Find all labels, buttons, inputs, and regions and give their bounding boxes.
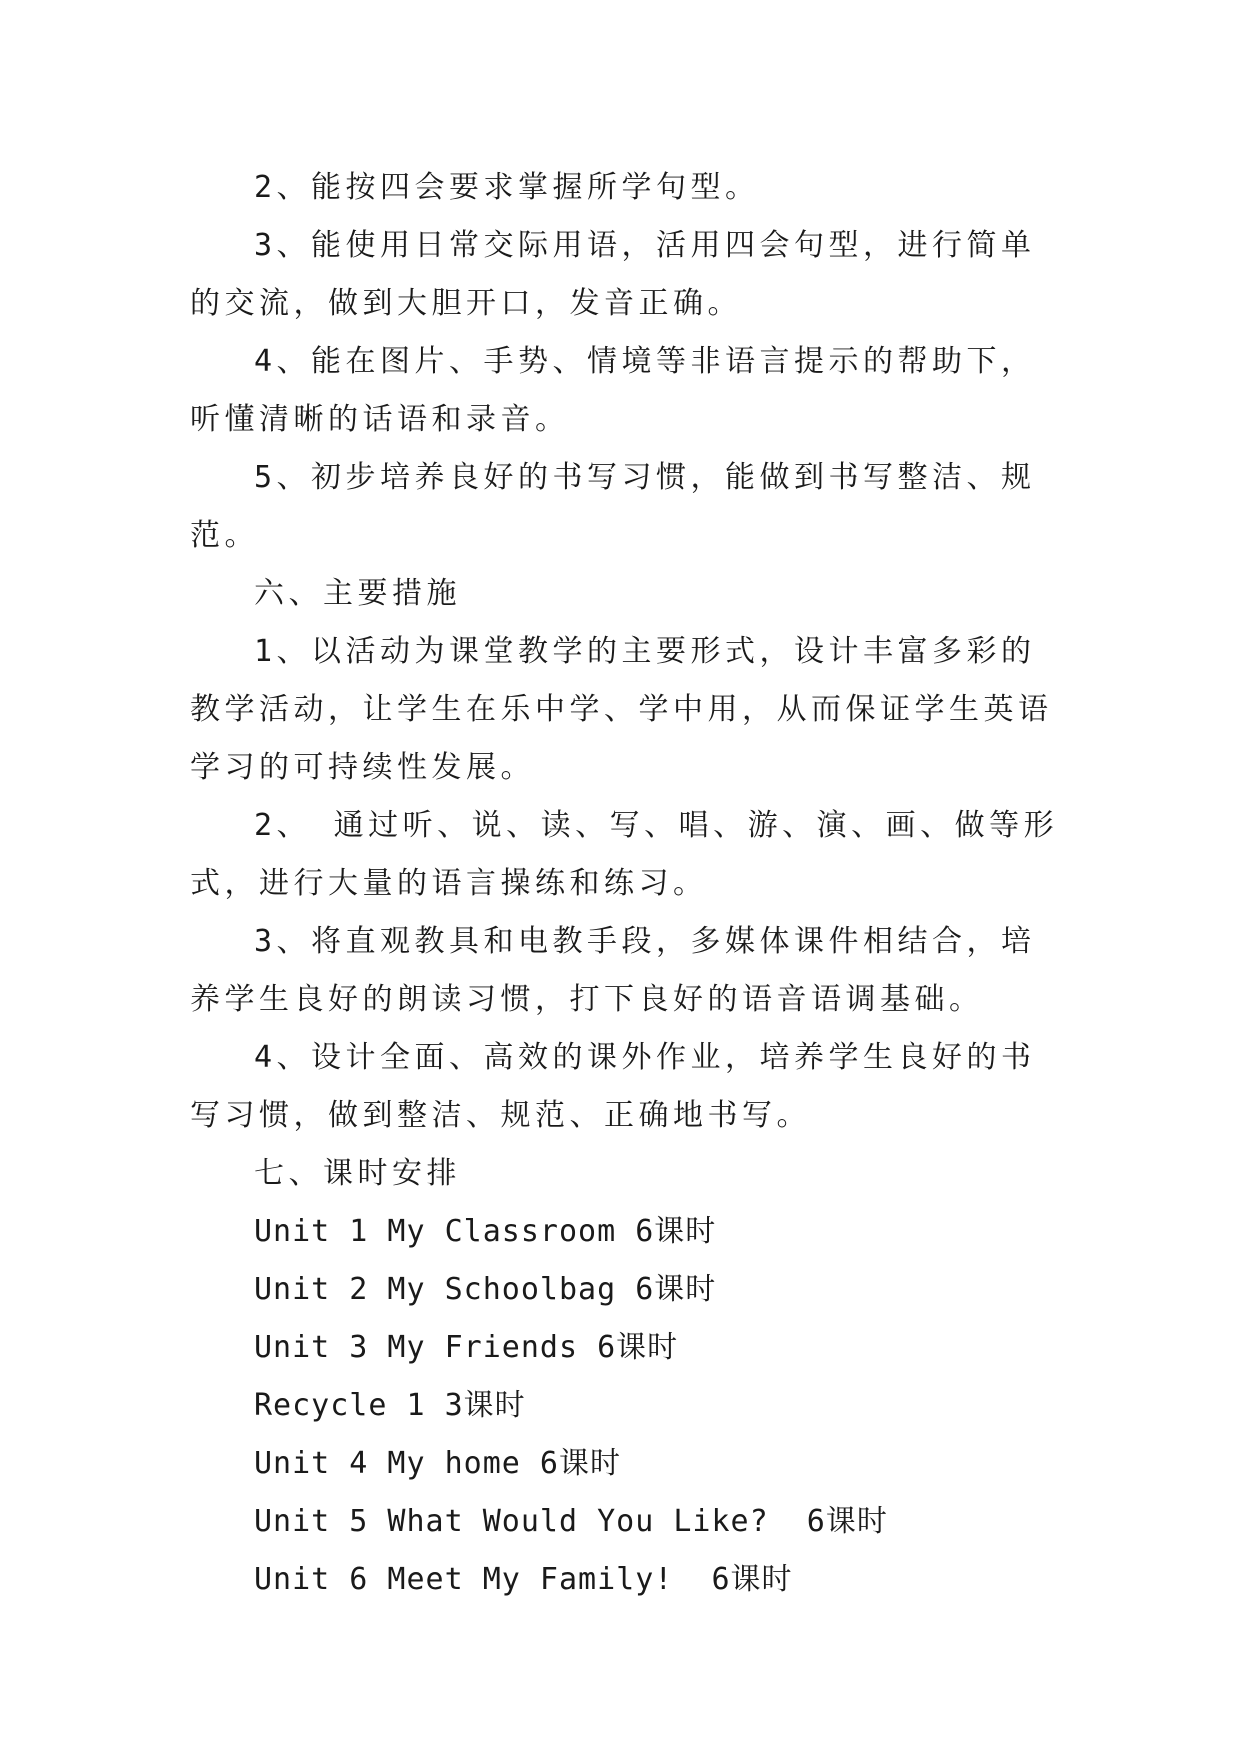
paragraph-measure-3: 3、将直观教具和电教手段，多媒体课件相结合，培养学生良好的朗读习惯，打下良好的语音语调基础。 xyxy=(190,924,1036,1017)
section-heading-schedule: 七、课时安排 xyxy=(254,1156,461,1191)
paragraph-measure-1: 1、以活动为课堂教学的主要形式，设计丰富多彩的教学活动，让学生在乐中学、学中用，从而保证学生英语学习的可持续性发展。 xyxy=(190,634,1053,785)
schedule-line-recycle-1: Recycle 1 3课时 xyxy=(254,1388,526,1423)
schedule-line-unit-6: Unit 6 Meet My Family! 6课时 xyxy=(254,1562,793,1597)
paragraph-measure-4: 4、设计全面、高效的课外作业，培养学生良好的书写习惯，做到整洁、规范、正确地书写。 xyxy=(190,1040,1036,1133)
paragraph-goal-4: 4、能在图片、手势、情境等非语言提示的帮助下，听懂清晰的话语和录音。 xyxy=(190,344,1036,437)
paragraph-goal-3: 3、能使用日常交际用语，活用四会句型，进行简单的交流，做到大胆开口，发音正确。 xyxy=(190,228,1036,321)
schedule-line-unit-4: Unit 4 My home 6课时 xyxy=(254,1446,621,1481)
section-heading-measures: 六、主要措施 xyxy=(254,576,461,611)
schedule-line-unit-5: Unit 5 What Would You Like? 6课时 xyxy=(254,1504,888,1539)
paragraph-goal-2: 2、能按四会要求掌握所学句型。 xyxy=(254,170,760,205)
schedule-line-unit-1: Unit 1 My Classroom 6课时 xyxy=(254,1214,717,1249)
paragraph-measure-2: 2、 通过听、说、读、写、唱、游、演、画、做等形式，进行大量的语言操练和练习。 xyxy=(190,808,1059,901)
document-body xyxy=(190,159,1070,1609)
schedule-line-unit-2: Unit 2 My Schoolbag 6课时 xyxy=(254,1272,717,1307)
paragraph-goal-5: 5、初步培养良好的书写习惯，能做到书写整洁、规范。 xyxy=(190,460,1036,553)
schedule-line-unit-3: Unit 3 My Friends 6课时 xyxy=(254,1330,679,1365)
